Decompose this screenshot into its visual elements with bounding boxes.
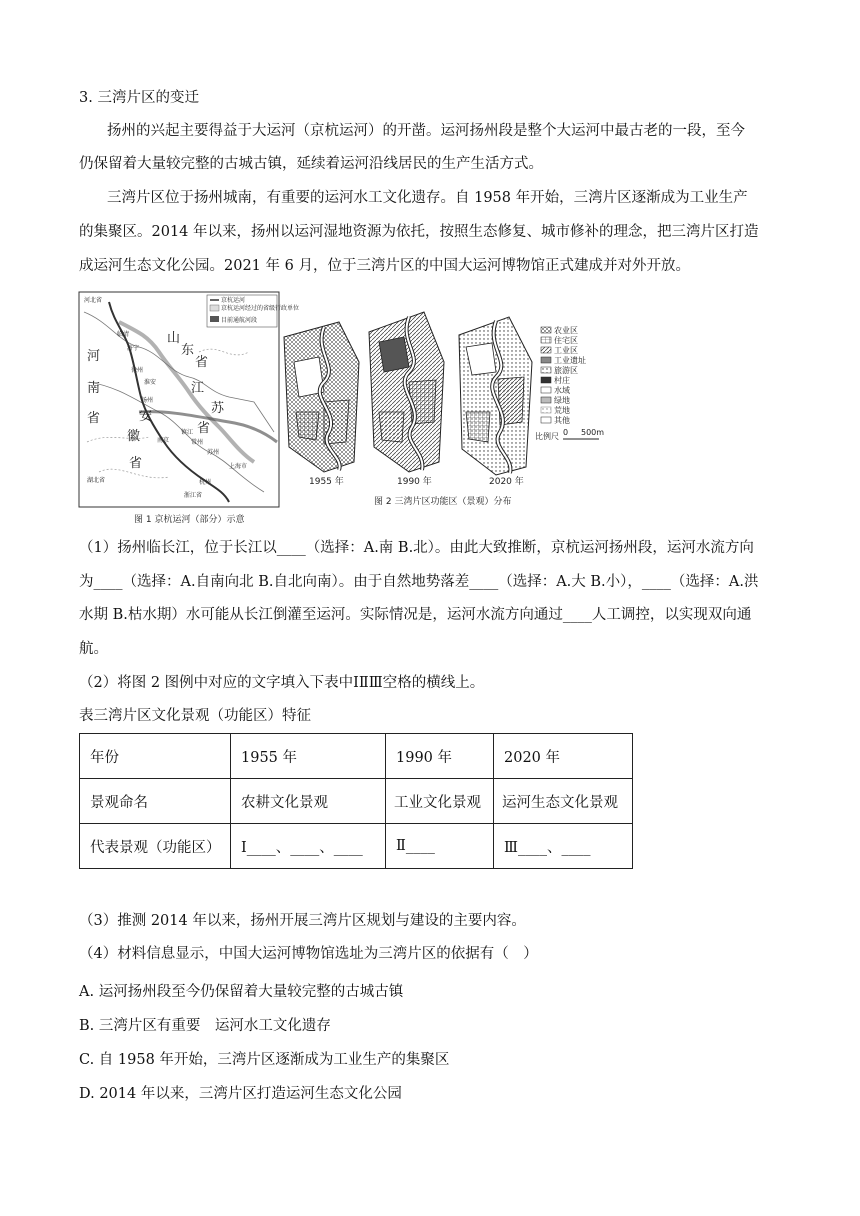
figure1-map <box>79 292 299 525</box>
table-title: 表三湾片区文化景观（功能区）特征 <box>79 708 311 724</box>
table-cell: 1990 年 <box>386 734 494 779</box>
paragraph-line: 三湾片区位于扬州城南，有重要的运河水工文化遗存。自 1958 年开始，三湾片区逐渐成为工业生产 <box>107 190 748 206</box>
svg-text:目前通航河段: 目前通航河段 <box>221 317 258 324</box>
landscape-table <box>79 733 633 869</box>
figure2-legend <box>535 325 604 441</box>
svg-text:浙江省: 浙江省 <box>184 492 203 499</box>
table-row <box>80 824 633 869</box>
table-row <box>80 734 633 779</box>
year-1955: 1955 年 <box>309 477 344 487</box>
figure2-map-1955 <box>284 322 359 472</box>
paragraph-line: 仍保留着大量较完整的古城古镇，延续着运河沿线居民的生产生活方式。 <box>79 156 543 172</box>
svg-text:扬州: 扬州 <box>141 397 154 404</box>
option-d: D. 2014 年以来，三湾片区打造运河生态文化公园 <box>79 1086 402 1102</box>
svg-text:淮安: 淮安 <box>144 379 157 386</box>
q2-text: （2）将图 2 图例中对应的文字填入下表中ⅠⅡⅢ空格的横线上。 <box>79 675 485 691</box>
table-cell: 2020 年 <box>494 734 633 779</box>
svg-text:杭州: 杭州 <box>199 479 212 486</box>
svg-text:南京: 南京 <box>157 437 170 444</box>
q3-text: （3）推测 2014 年以来，扬州开展三湾片区规划与建设的主要内容。 <box>79 913 526 929</box>
paragraph-line: 成运河生态文化公园。2021 年 6 月，位于三湾片区的中国大运河博物馆正式建成并对外开放。 <box>79 258 690 274</box>
svg-text:苏: 苏 <box>211 401 225 416</box>
q4-text: （4）材料信息显示，中国大运河博物馆选址为三湾片区的依据有（ ） <box>79 946 538 962</box>
svg-text:省: 省 <box>197 421 211 436</box>
svg-text:旅游区: 旅游区 <box>554 366 578 375</box>
table-cell: 工业文化景观 <box>386 779 494 824</box>
svg-text:其他: 其他 <box>554 416 570 425</box>
svg-text:省: 省 <box>195 355 209 370</box>
svg-text:京杭运河: 京杭运河 <box>221 297 246 304</box>
svg-text:村庄: 村庄 <box>554 376 570 385</box>
q1-line: 航。 <box>79 641 108 657</box>
table-cell: 农耕文化景观 <box>231 779 386 824</box>
table-cell: Ⅲ____、____ <box>494 824 633 869</box>
svg-text:东: 东 <box>181 343 195 358</box>
svg-text:镇江: 镇江 <box>181 429 194 436</box>
paragraph-line: 的集聚区。2014 年以来，扬州以运河湿地资源为依托，按照生态修复、城市修补的理念，把三湾片区打造 <box>79 224 759 240</box>
svg-text:安: 安 <box>139 409 153 424</box>
figure2-map-1990 <box>369 312 444 472</box>
table-cell: 运河生态文化景观 <box>494 779 633 824</box>
table-cell: 1955 年 <box>231 734 386 779</box>
svg-text:住宅区: 住宅区 <box>554 336 578 345</box>
paragraph-line: 扬州的兴起主要得益于大运河（京杭运河）的开凿。运河扬州段是整个大运河中最古老的一段，至今 <box>107 123 745 139</box>
svg-text:临清: 临清 <box>117 331 130 338</box>
figure2-map-2020 <box>459 317 532 475</box>
option-a: A. 运河扬州段至今仍保留着大量较完整的古城古镇 <box>79 984 404 1000</box>
svg-text:苏州: 苏州 <box>207 449 220 456</box>
svg-text:山: 山 <box>167 331 181 346</box>
svg-text:省: 省 <box>87 411 101 426</box>
svg-text:济宁: 济宁 <box>127 345 140 352</box>
figures <box>79 292 605 525</box>
table-cell: 景观命名 <box>80 779 231 824</box>
svg-text:荒地: 荒地 <box>554 406 570 415</box>
svg-text:工业遗址: 工业遗址 <box>554 356 586 365</box>
svg-text:水域: 水域 <box>554 386 570 395</box>
svg-text:农业区: 农业区 <box>554 326 578 335</box>
table-cell: Ⅱ____ <box>386 824 494 869</box>
svg-text:河北省: 河北省 <box>84 297 103 304</box>
question-title: 3. 三湾片区的变迁 <box>79 90 199 106</box>
q1-line: （1）扬州临长江，位于长江以____（选择：A.南 B.北）。由此大致推断，京杭运河扬州段，运河水流方向 <box>79 540 754 556</box>
svg-text:徐州: 徐州 <box>131 367 144 374</box>
svg-text:徽: 徽 <box>127 429 141 444</box>
svg-text:河: 河 <box>87 349 101 364</box>
table-cell: 代表景观（功能区） <box>80 824 231 869</box>
svg-text:上海市: 上海市 <box>229 463 248 470</box>
svg-text:工业区: 工业区 <box>554 346 578 355</box>
svg-text:南: 南 <box>87 381 101 396</box>
figure1-caption: 图 1 京杭运河（部分）示意 <box>134 515 245 525</box>
q1-line: 水期 B.枯水期）水可能从长江倒灌至运河。实际情况是，运河水流方向通过____人工调控，以实现双向通 <box>79 607 752 623</box>
year-2020: 2020 年 <box>489 477 524 487</box>
svg-text:0: 0 <box>563 428 569 437</box>
svg-text:比例尺: 比例尺 <box>535 432 559 441</box>
table-cell: Ⅰ____、____、____ <box>231 824 386 869</box>
q1-line: 为____（选择：A.自南向北 B.自北向南）。由于自然地势落差____（选择：A.大 B.小），____（选择：A.洪 <box>79 574 759 590</box>
table-row <box>80 779 633 824</box>
svg-text:京杭运河经过的省级行政单位: 京杭运河经过的省级行政单位 <box>221 305 300 312</box>
table-cell: 年份 <box>80 734 231 779</box>
svg-text:省: 省 <box>129 456 143 471</box>
figure2-caption: 图 2 三湾片区功能区（景观）分布 <box>374 497 512 507</box>
svg-text:500m: 500m <box>581 428 605 437</box>
svg-text:常州: 常州 <box>191 439 204 446</box>
option-b: B. 三湾片区有重要 运河水工文化遗存 <box>79 1018 331 1034</box>
svg-text:江: 江 <box>191 381 205 396</box>
svg-text:湖北省: 湖北省 <box>87 477 106 484</box>
year-1990: 1990 年 <box>397 477 432 487</box>
svg-text:绿地: 绿地 <box>554 396 570 405</box>
option-c: C. 自 1958 年开始，三湾片区逐渐成为工业生产的集聚区 <box>79 1052 450 1068</box>
